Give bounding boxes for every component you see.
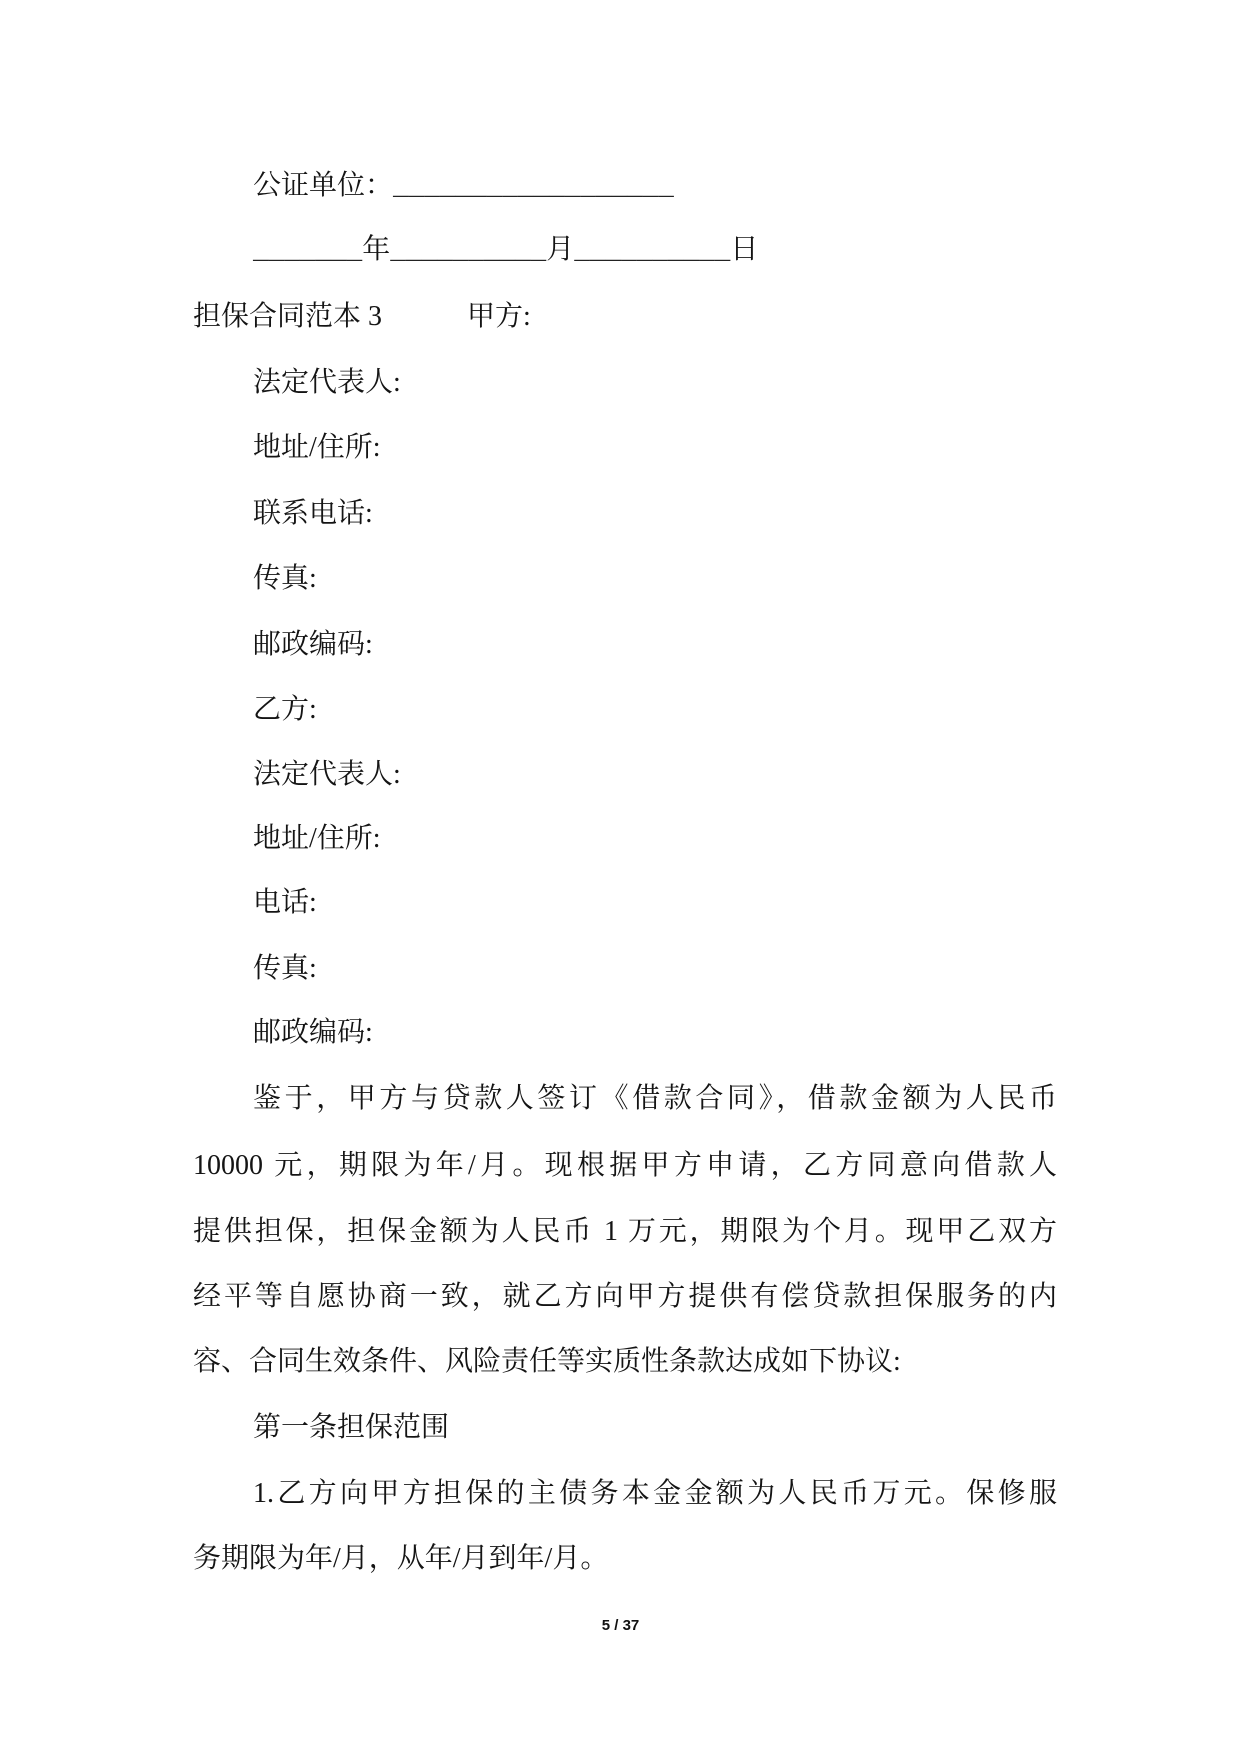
article-1-line: 1.乙方向甲方担保的主债务本金金额为人民币万元。保修服: [253, 1478, 1057, 1509]
year-blank: _______: [253, 236, 363, 266]
preamble-line: 鉴于，甲方与贷款人签订《借款合同》，借款金额为人民币: [253, 1083, 1057, 1114]
party-b-label: 乙方:: [253, 694, 317, 725]
party-b-field-postcode: 邮政编码:: [253, 1017, 373, 1048]
article-1-title: 第一条担保范围: [253, 1412, 450, 1443]
year-label: 年: [362, 234, 391, 265]
preamble-line: 容、合同生效条件、风险责任等实质性条款达成如下协议:: [193, 1346, 901, 1377]
notary-blank: __________________: [393, 172, 674, 202]
article-1-line: 务期限为年/月，从年/月到年/月。: [193, 1543, 609, 1574]
party-b-field-phone: 电话:: [253, 887, 317, 918]
preamble-line: 提供担保，担保金额为人民币 1 万元，期限为个月。现甲乙双方: [193, 1216, 1057, 1247]
party-b-field-representative: 法定代表人:: [253, 759, 401, 790]
party-a-field-phone: 联系电话:: [253, 498, 373, 529]
party-b-field-address: 地址/住所:: [253, 823, 381, 854]
section-title: 担保合同范本 3: [193, 301, 383, 332]
month-blank: __________: [390, 236, 547, 266]
day-label: 日: [730, 234, 759, 265]
day-blank: __________: [574, 236, 731, 266]
page-number: 5 / 37: [601, 1617, 640, 1634]
party-a-label: 甲方:: [467, 301, 531, 332]
notary-line: [253, 166, 674, 206]
party-a-field-address: 地址/住所:: [253, 432, 381, 463]
month-label: 月: [546, 234, 575, 265]
notary-label: 公证单位：: [253, 170, 394, 201]
date-line: [253, 230, 758, 270]
party-a-field-postcode: 邮政编码:: [253, 629, 373, 660]
preamble-line: 经平等自愿协商一致，就乙方向甲方提供有偿贷款担保服务的内: [193, 1281, 1057, 1312]
party-a-field-representative: 法定代表人:: [253, 367, 401, 398]
party-a-field-fax: 传真:: [253, 563, 317, 594]
preamble-line: 10000 元，期限为年/月。现根据甲方申请，乙方同意向借款人: [193, 1150, 1057, 1181]
party-b-field-fax: 传真:: [253, 953, 317, 984]
